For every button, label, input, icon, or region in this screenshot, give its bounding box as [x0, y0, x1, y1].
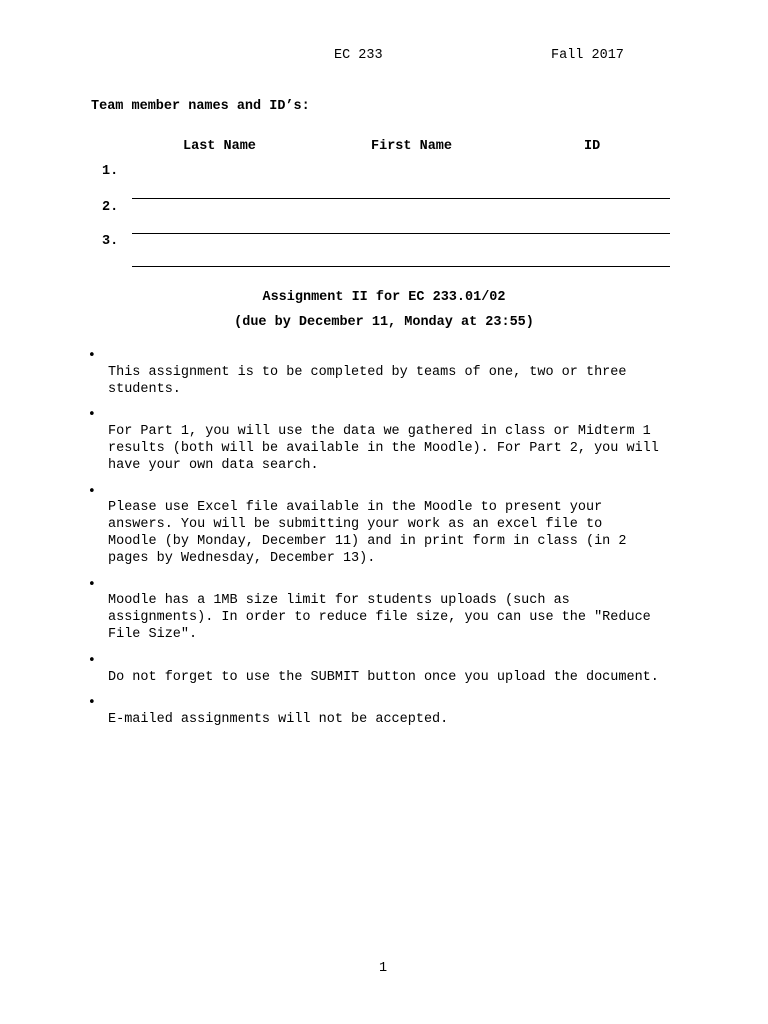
instruction-text: Do not forget to use the SUBMIT button once you upload the document.	[108, 669, 659, 685]
bullet-icon: •	[88, 348, 96, 363]
row-number-1: 1.	[102, 164, 119, 179]
bullet-icon: •	[88, 695, 96, 711]
name-line-1	[132, 198, 670, 199]
bullet-icon: •	[88, 652, 96, 668]
column-last-name: Last Name	[183, 139, 256, 154]
team-heading: Team member names and ID’s:	[91, 99, 310, 114]
row-number-3: 3.	[102, 234, 119, 249]
instruction-text: For Part 1, you will use the data we gathered in class or Midterm 1 results (both will be available in the Moodle). For Part 2, you will have your own data search.	[108, 424, 659, 473]
column-first-name: First Name	[371, 139, 453, 154]
row-number-2: 2.	[102, 200, 119, 215]
instruction-text: This assignment is to be completed by teams of one, two or three students.	[108, 364, 627, 397]
bullet-icon: •	[88, 407, 96, 423]
instruction-item	[88, 577, 688, 644]
instructions-list	[88, 348, 688, 738]
instruction-text: E-mailed assignments will not be accepted.	[108, 712, 449, 728]
name-line-3	[132, 266, 670, 267]
instruction-item	[88, 484, 688, 568]
instruction-text: Please use Excel file available in the Moodle to present your answers. You will be submitting your work as an excel file to Moodle (by Monday, December 11) and in print form in class (in 2 pages by Wednesday, December 13).	[108, 500, 627, 566]
assignment-due: (due by December 11, Monday at 23:55)	[234, 315, 534, 330]
instruction-item	[88, 407, 688, 474]
column-id: ID	[584, 139, 601, 154]
page-number: 1	[379, 961, 388, 976]
instruction-item	[88, 653, 688, 687]
bullet-icon: •	[88, 483, 96, 499]
instruction-item	[88, 695, 688, 729]
course-code: EC 233	[334, 48, 383, 63]
term: Fall 2017	[551, 48, 624, 63]
name-line-2	[132, 233, 670, 234]
bullet-icon: •	[88, 576, 96, 592]
instruction-text: Moodle has a 1MB size limit for students uploads (such as assignments). In order to reduce file size, you can use the "Reduce File Size".	[108, 593, 651, 642]
instruction-item	[88, 348, 688, 398]
assignment-title: Assignment II for EC 233.01/02	[262, 290, 506, 305]
